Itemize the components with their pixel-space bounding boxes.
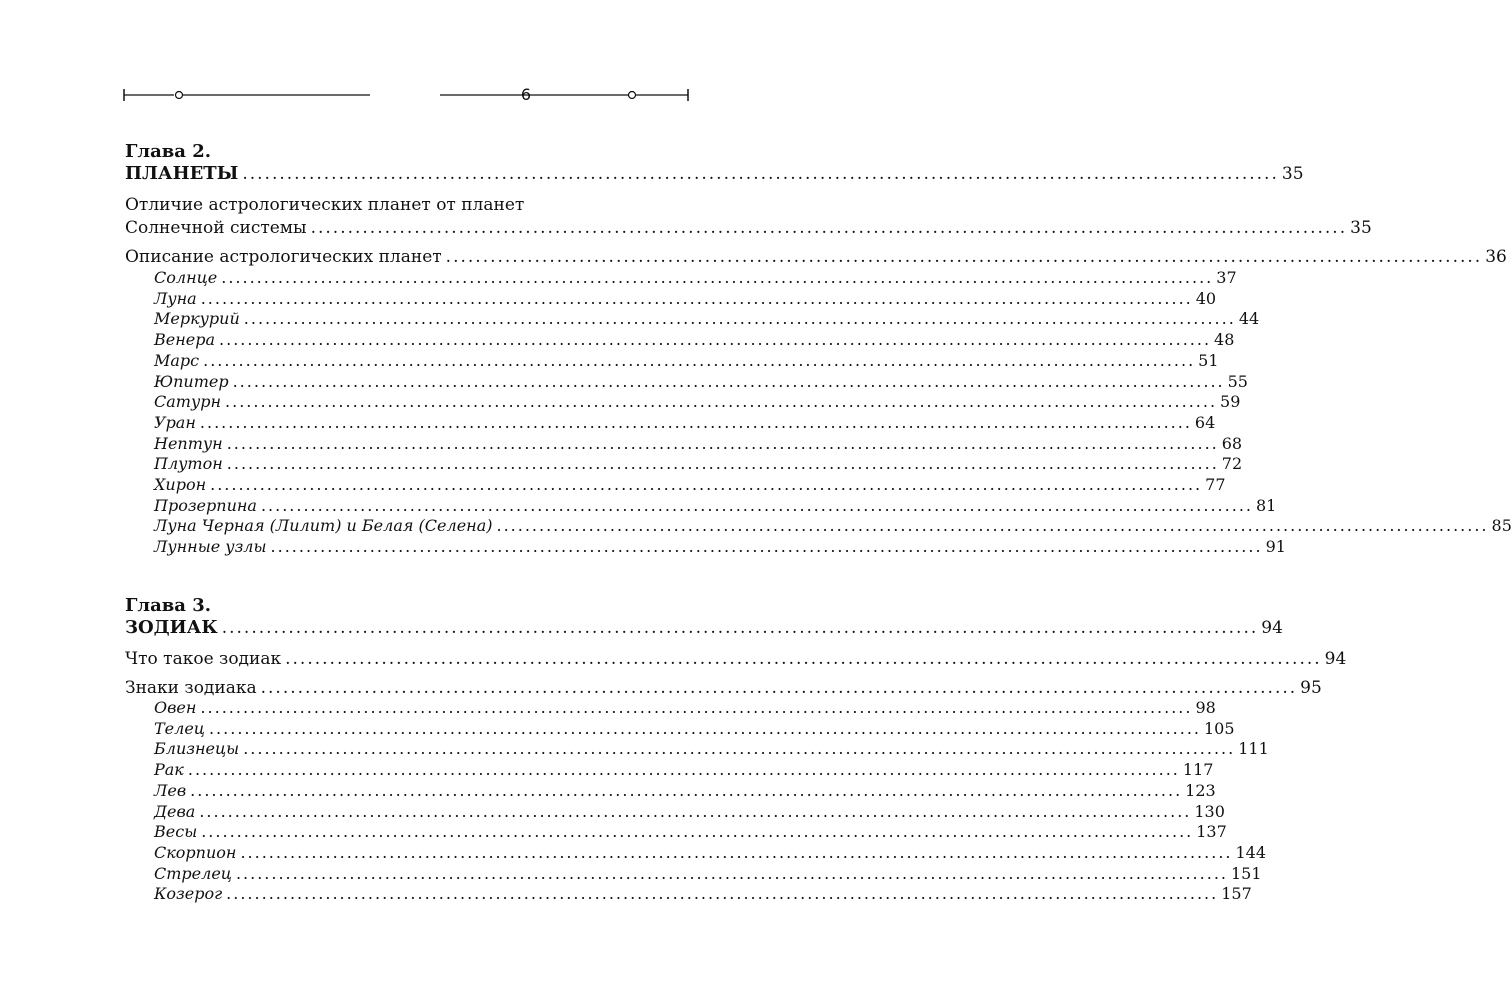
leader-dots: ............................................................................................................................................ xyxy=(208,718,1201,738)
chapter-2-label: Глава 2. xyxy=(125,141,212,162)
page-ref: 137 xyxy=(1196,822,1227,842)
entry-title: Нептун xyxy=(154,433,223,453)
toc-entry-sign[interactable] xyxy=(154,780,1216,801)
leader-dots: ............................................................................................................................................ xyxy=(235,863,1228,883)
toc-entry-sign[interactable] xyxy=(154,884,1252,904)
header-ornament xyxy=(122,84,690,108)
page-ref: 85 xyxy=(1491,516,1512,536)
page-ref: 94 xyxy=(1261,618,1283,638)
leader-dots: ............................................................................................................................................ xyxy=(199,412,1192,432)
leader-dots: ............................................................................................................................................ xyxy=(200,698,1193,717)
page-ref: 81 xyxy=(1255,495,1277,515)
page-ref: 98 xyxy=(1195,698,1216,717)
entry-title: Близнецы xyxy=(154,739,240,759)
toc-entry-sign[interactable] xyxy=(154,801,1225,822)
leader-dots: ............................................................................................................................................ xyxy=(310,218,1348,238)
entry-title: Лунные узлы xyxy=(154,537,267,557)
section-signs-entry[interactable] xyxy=(125,677,1322,699)
page-ref: 157 xyxy=(1221,884,1252,904)
leader-dots: ............................................................................................................................................ xyxy=(226,454,1219,474)
page-ref: 37 xyxy=(1216,268,1237,287)
leader-dots: ............................................................................................................................................ xyxy=(260,678,1298,698)
page-ref: 144 xyxy=(1235,842,1267,862)
leader-dots: ............................................................................................................................................ xyxy=(285,649,1322,669)
toc-entry-sign[interactable] xyxy=(154,739,1269,759)
leader-dots: ............................................................................................................................................ xyxy=(199,801,1192,821)
entry-title: Телец xyxy=(154,718,205,738)
section-description-entry[interactable] xyxy=(125,246,1507,268)
page-ref: 94 xyxy=(1324,649,1347,669)
entry-title: Овен xyxy=(154,698,197,717)
leader-dots: ............................................................................................................................................ xyxy=(260,495,1253,515)
page-ref: 35 xyxy=(1281,164,1304,184)
entry-title: Плутон xyxy=(154,454,223,474)
toc-entry-planet[interactable] xyxy=(154,268,1237,288)
leader-dots: ............................................................................................................................................ xyxy=(219,330,1212,350)
entry-title: Козерог xyxy=(154,884,223,904)
entry-title: Марс xyxy=(154,350,200,370)
leader-dots: ............................................................................................................................................ xyxy=(190,780,1183,800)
leader-dots: ............................................................................................................................................ xyxy=(445,247,1483,267)
page-ref: 95 xyxy=(1300,678,1322,698)
leader-dots: ............................................................................................................................................ xyxy=(240,842,1233,862)
page-ref: 77 xyxy=(1205,475,1226,494)
page-ref: 123 xyxy=(1185,780,1216,800)
entry-title: Стрелец xyxy=(154,863,232,883)
entry-title: Сатурн xyxy=(154,392,222,412)
section-what-entry[interactable] xyxy=(125,648,1347,670)
chapter-2-title-entry[interactable] xyxy=(125,163,1304,185)
page-ref: 55 xyxy=(1227,371,1248,391)
page-ref: 130 xyxy=(1194,801,1225,821)
page-ref: 91 xyxy=(1265,537,1286,557)
leader-dots: ............................................................................................................................................ xyxy=(187,760,1180,780)
toc-entry-planet[interactable] xyxy=(154,288,1217,309)
page-ref: 105 xyxy=(1204,718,1235,738)
entry-title: Скорпион xyxy=(154,842,237,862)
entry-title: Лев xyxy=(154,780,187,800)
toc-entry-sign[interactable] xyxy=(154,842,1267,863)
page-ref: 68 xyxy=(1221,433,1243,453)
page-ref: 59 xyxy=(1220,392,1241,412)
entry-title: Рак xyxy=(154,760,184,780)
page-ref: 111 xyxy=(1238,739,1269,759)
page-ref: 72 xyxy=(1221,454,1243,474)
section-difference-entry[interactable] xyxy=(125,217,1372,239)
toc-entry-planet[interactable] xyxy=(154,330,1235,350)
chapter-title: ЗОДИАК xyxy=(125,617,218,638)
leader-dots: ............................................................................................................................................ xyxy=(221,268,1214,287)
toc-entry-planet[interactable] xyxy=(154,495,1277,516)
toc-entry-planet[interactable] xyxy=(154,516,1512,536)
leader-dots: ............................................................................................................................................ xyxy=(201,822,1194,842)
leader-dots: ............................................................................................................................................ xyxy=(270,537,1263,557)
entry-title: Луна xyxy=(154,288,197,308)
chapter-title: ПЛАНЕТЫ xyxy=(125,163,239,184)
leader-dots: ............................................................................................................................................ xyxy=(200,288,1193,308)
entry-title: Юпитер xyxy=(154,371,229,391)
chapter-3-label: Глава 3. xyxy=(125,595,212,616)
page-ref: 64 xyxy=(1194,412,1216,432)
toc-entry-planet[interactable] xyxy=(154,433,1243,454)
section-title: Знаки зодиака xyxy=(125,678,257,698)
entry-title: Солнце xyxy=(154,268,218,287)
entry-title: Прозерпина xyxy=(154,495,257,515)
page-ref: 35 xyxy=(1350,218,1372,238)
toc-entry-sign[interactable] xyxy=(154,760,1214,780)
section-title: Описание астрологических планет xyxy=(125,247,442,267)
leader-dots: ............................................................................................................................................ xyxy=(243,309,1236,329)
toc-entry-planet[interactable] xyxy=(154,537,1286,557)
toc-entry-planet[interactable] xyxy=(154,309,1260,329)
leader-dots: ............................................................................................................................................ xyxy=(221,618,1259,638)
toc-entry-planet[interactable] xyxy=(154,392,1241,412)
toc-entry-sign[interactable] xyxy=(154,698,1216,718)
entry-title: Весы xyxy=(154,822,198,842)
section-title: Солнечной системы xyxy=(125,218,307,238)
leader-dots: ............................................................................................................................................ xyxy=(242,164,1279,184)
toc-entry-sign[interactable] xyxy=(154,863,1262,884)
leader-dots: ............................................................................................................................................ xyxy=(225,392,1218,412)
entry-title: Меркурий xyxy=(154,309,240,329)
leader-dots: ............................................................................................................................................ xyxy=(243,739,1236,759)
toc-entry-planet[interactable] xyxy=(154,371,1248,392)
page-ref: 36 xyxy=(1485,247,1507,267)
page-ref: 40 xyxy=(1195,288,1217,308)
toc-entry-sign[interactable] xyxy=(154,822,1227,842)
leader-dots: ............................................................................................................................................ xyxy=(210,475,1203,494)
toc-entry-planet[interactable] xyxy=(154,454,1243,474)
section-title: Что такое зодиак xyxy=(125,649,282,669)
entry-title: Венера xyxy=(154,330,216,350)
leader-dots: ............................................................................................................................................ xyxy=(226,884,1219,904)
leader-dots: ............................................................................................................................................ xyxy=(496,516,1489,536)
section-difference-line1: Отличие астрологических планет от планет xyxy=(125,195,525,215)
leader-dots: ............................................................................................................................................ xyxy=(203,350,1196,370)
leader-dots: ............................................................................................................................................ xyxy=(232,371,1225,391)
page-ref: 44 xyxy=(1238,309,1260,329)
entry-title: Уран xyxy=(154,412,196,432)
page-ref: 51 xyxy=(1198,350,1219,370)
entry-title: Дева xyxy=(154,801,196,821)
toc-entry-sign[interactable] xyxy=(154,718,1235,739)
entry-title: Хирон xyxy=(154,475,207,494)
chapter-3-title-entry[interactable] xyxy=(125,617,1283,639)
toc-entry-planet[interactable] xyxy=(154,475,1226,495)
page-ref: 48 xyxy=(1214,330,1235,350)
toc-entry-planet[interactable] xyxy=(154,350,1219,371)
running-header xyxy=(122,84,690,108)
leader-dots: ............................................................................................................................................ xyxy=(226,433,1219,453)
page-number: 6 xyxy=(520,85,532,104)
entry-title: Луна Черная (Лилит) и Белая (Селена) xyxy=(154,516,493,536)
toc-entry-planet[interactable] xyxy=(154,412,1216,433)
page-ref: 151 xyxy=(1230,863,1262,883)
page-ref: 117 xyxy=(1182,760,1214,780)
